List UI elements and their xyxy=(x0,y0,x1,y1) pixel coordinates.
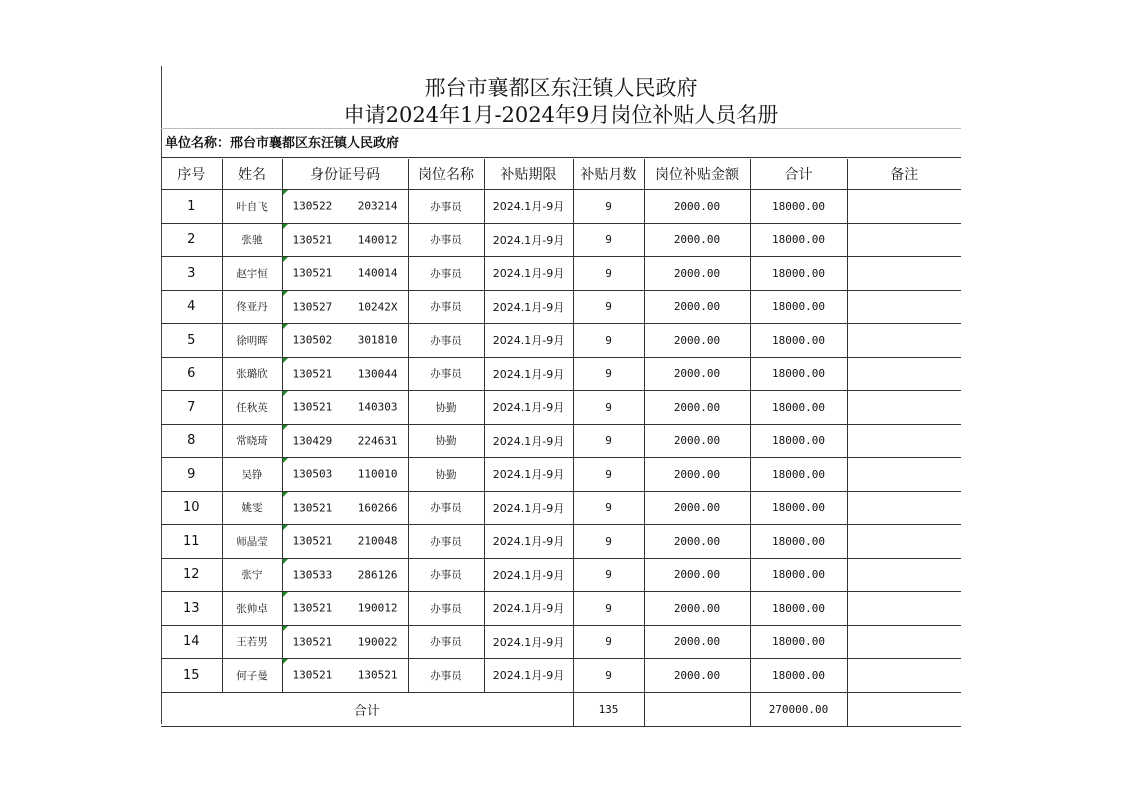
seq-cell[interactable]: 8 xyxy=(161,424,222,458)
post-cell[interactable]: 办事员 xyxy=(408,290,484,324)
name-cell[interactable]: 王若男 xyxy=(222,625,282,659)
id-number-cell[interactable] xyxy=(282,491,408,525)
period-cell[interactable]: 2024.1月-9月 xyxy=(484,592,573,626)
table-row xyxy=(161,491,961,525)
cell-marker-icon xyxy=(283,257,288,262)
note-cell[interactable] xyxy=(847,558,961,592)
months-cell[interactable]: 9 xyxy=(573,190,644,224)
id-prefix: 130503 xyxy=(292,467,333,481)
cell-marker-icon xyxy=(283,525,288,530)
period-cell[interactable]: 2024.1月-9月 xyxy=(484,458,573,492)
id-number-cell[interactable] xyxy=(282,659,408,693)
period-cell[interactable]: 2024.1月-9月 xyxy=(484,391,573,425)
table-total-row xyxy=(161,692,961,726)
note-cell[interactable] xyxy=(847,458,961,492)
id-suffix: 110010 xyxy=(357,467,398,481)
name-cell[interactable]: 姚雯 xyxy=(222,491,282,525)
row-total-cell[interactable]: 18000.00 xyxy=(750,223,847,257)
id-suffix: 160266 xyxy=(357,501,398,515)
seq-cell[interactable]: 1 xyxy=(161,190,222,224)
id-prefix: 130502 xyxy=(292,333,333,347)
row-total-cell[interactable]: 18000.00 xyxy=(750,324,847,358)
post-cell[interactable]: 协勤 xyxy=(408,458,484,492)
post-cell[interactable]: 协勤 xyxy=(408,424,484,458)
seq-cell[interactable]: 12 xyxy=(161,558,222,592)
months-cell[interactable]: 9 xyxy=(573,625,644,659)
name-cell[interactable]: 张宁 xyxy=(222,558,282,592)
name-cell[interactable]: 叶自飞 xyxy=(222,190,282,224)
row-total-cell[interactable]: 18000.00 xyxy=(750,625,847,659)
header-amount[interactable]: 岗位补贴金额 xyxy=(644,159,750,190)
name-cell[interactable]: 何子曼 xyxy=(222,659,282,693)
name-cell[interactable]: 张驰 xyxy=(222,223,282,257)
seq-cell[interactable]: 13 xyxy=(161,592,222,626)
id-suffix: 130521 xyxy=(357,668,398,682)
seq-cell[interactable]: 6 xyxy=(161,357,222,391)
note-cell[interactable] xyxy=(847,190,961,224)
table-row xyxy=(161,324,961,358)
months-cell[interactable]: 9 xyxy=(573,558,644,592)
amount-cell[interactable]: 2000.00 xyxy=(644,324,750,358)
seq-cell[interactable]: 10 xyxy=(161,491,222,525)
months-cell[interactable]: 9 xyxy=(573,458,644,492)
period-cell[interactable]: 2024.1月-9月 xyxy=(484,659,573,693)
cell-marker-icon xyxy=(283,358,288,363)
amount-cell[interactable]: 2000.00 xyxy=(644,290,750,324)
months-cell[interactable]: 9 xyxy=(573,290,644,324)
amount-cell[interactable]: 2000.00 xyxy=(644,625,750,659)
total-note-cell[interactable] xyxy=(847,692,961,726)
amount-cell[interactable]: 2000.00 xyxy=(644,257,750,291)
post-cell[interactable]: 办事员 xyxy=(408,525,484,559)
seq-cell[interactable]: 5 xyxy=(161,324,222,358)
id-number-cell[interactable] xyxy=(282,592,408,626)
id-number-cell[interactable] xyxy=(282,625,408,659)
name-cell[interactable]: 吴铮 xyxy=(222,458,282,492)
table-row xyxy=(161,592,961,626)
document-title-line1: 邢台市襄都区东汪镇人民政府 xyxy=(424,76,698,100)
name-cell[interactable]: 张帅卓 xyxy=(222,592,282,626)
id-prefix: 130521 xyxy=(292,635,333,649)
seq-cell[interactable]: 11 xyxy=(161,525,222,559)
cell-marker-icon xyxy=(283,592,288,597)
id-prefix: 130527 xyxy=(292,300,333,314)
amount-cell[interactable]: 2000.00 xyxy=(644,558,750,592)
id-prefix: 130429 xyxy=(292,434,333,448)
post-cell[interactable]: 办事员 xyxy=(408,324,484,358)
table-row xyxy=(161,290,961,324)
cell-marker-icon xyxy=(283,391,288,396)
subsidy-roster-table xyxy=(161,159,961,727)
seq-cell[interactable]: 15 xyxy=(161,659,222,693)
cell-marker-icon xyxy=(283,659,288,664)
id-number-cell[interactable] xyxy=(282,290,408,324)
table-row xyxy=(161,257,961,291)
id-prefix: 130521 xyxy=(292,534,333,548)
id-prefix: 130522 xyxy=(292,199,333,213)
id-prefix: 130533 xyxy=(292,568,333,582)
unit-name-label: 单位名称：邢台市襄都区东汪镇人民政府 xyxy=(161,128,961,158)
months-cell[interactable]: 9 xyxy=(573,525,644,559)
cell-marker-icon xyxy=(283,626,288,631)
id-suffix: 140014 xyxy=(357,266,398,280)
table-row xyxy=(161,525,961,559)
id-prefix: 130521 xyxy=(292,400,333,414)
row-total-cell[interactable]: 18000.00 xyxy=(750,391,847,425)
amount-cell[interactable]: 2000.00 xyxy=(644,357,750,391)
note-cell[interactable] xyxy=(847,324,961,358)
id-number-cell[interactable] xyxy=(282,458,408,492)
note-cell[interactable] xyxy=(847,257,961,291)
total-months-cell[interactable]: 135 xyxy=(573,692,644,726)
note-cell[interactable] xyxy=(847,357,961,391)
months-cell[interactable]: 9 xyxy=(573,257,644,291)
id-number-cell[interactable] xyxy=(282,257,408,291)
amount-cell[interactable]: 2000.00 xyxy=(644,223,750,257)
table-header-row xyxy=(161,159,961,190)
period-cell[interactable]: 2024.1月-9月 xyxy=(484,357,573,391)
row-total-cell[interactable]: 18000.00 xyxy=(750,290,847,324)
id-prefix: 130521 xyxy=(292,501,333,515)
post-cell[interactable]: 办事员 xyxy=(408,625,484,659)
header-period[interactable]: 补贴期限 xyxy=(484,159,573,190)
months-cell[interactable]: 9 xyxy=(573,391,644,425)
period-cell[interactable]: 2024.1月-9月 xyxy=(484,525,573,559)
seq-cell[interactable]: 7 xyxy=(161,391,222,425)
name-cell[interactable]: 佟亚丹 xyxy=(222,290,282,324)
seq-cell[interactable]: 14 xyxy=(161,625,222,659)
name-cell[interactable]: 任秋英 xyxy=(222,391,282,425)
id-number-cell[interactable] xyxy=(282,357,408,391)
note-cell[interactable] xyxy=(847,223,961,257)
post-cell[interactable]: 协勤 xyxy=(408,391,484,425)
table-body xyxy=(161,190,961,693)
id-prefix: 130521 xyxy=(292,668,333,682)
id-suffix: 286126 xyxy=(357,568,398,582)
seq-cell[interactable]: 2 xyxy=(161,223,222,257)
cell-marker-icon xyxy=(283,559,288,564)
seq-cell[interactable]: 9 xyxy=(161,458,222,492)
note-cell[interactable] xyxy=(847,290,961,324)
note-cell[interactable] xyxy=(847,525,961,559)
post-cell[interactable]: 办事员 xyxy=(408,223,484,257)
months-cell[interactable]: 9 xyxy=(573,357,644,391)
row-total-cell[interactable]: 18000.00 xyxy=(750,592,847,626)
table-row xyxy=(161,625,961,659)
name-cell[interactable]: 徐明晖 xyxy=(222,324,282,358)
table-row xyxy=(161,458,961,492)
id-suffix: 203214 xyxy=(357,199,398,213)
note-cell[interactable] xyxy=(847,491,961,525)
id-number-cell[interactable] xyxy=(282,324,408,358)
row-total-cell[interactable]: 18000.00 xyxy=(750,357,847,391)
id-prefix: 130521 xyxy=(292,233,333,247)
amount-cell[interactable]: 2000.00 xyxy=(644,525,750,559)
seq-cell[interactable]: 4 xyxy=(161,290,222,324)
row-total-cell[interactable]: 18000.00 xyxy=(750,491,847,525)
table-row xyxy=(161,558,961,592)
note-cell[interactable] xyxy=(847,592,961,626)
note-cell[interactable] xyxy=(847,625,961,659)
post-cell[interactable]: 办事员 xyxy=(408,190,484,224)
id-suffix: 190012 xyxy=(357,601,398,615)
cell-marker-icon xyxy=(283,492,288,497)
note-cell[interactable] xyxy=(847,391,961,425)
seq-cell[interactable]: 3 xyxy=(161,257,222,291)
table-row xyxy=(161,190,961,224)
period-cell[interactable]: 2024.1月-9月 xyxy=(484,558,573,592)
amount-cell[interactable]: 2000.00 xyxy=(644,659,750,693)
period-cell[interactable]: 2024.1月-9月 xyxy=(484,625,573,659)
id-number-cell[interactable] xyxy=(282,223,408,257)
amount-cell[interactable]: 2000.00 xyxy=(644,424,750,458)
amount-cell[interactable]: 2000.00 xyxy=(644,458,750,492)
row-total-cell[interactable]: 18000.00 xyxy=(750,190,847,224)
table-row xyxy=(161,659,961,693)
cell-marker-icon xyxy=(283,190,288,195)
post-cell[interactable]: 办事员 xyxy=(408,357,484,391)
name-cell[interactable]: 师晶莹 xyxy=(222,525,282,559)
period-cell[interactable]: 2024.1月-9月 xyxy=(484,190,573,224)
row-total-cell[interactable]: 18000.00 xyxy=(750,659,847,693)
name-cell[interactable]: 张璐欣 xyxy=(222,357,282,391)
id-suffix: 140303 xyxy=(357,400,398,414)
header-name[interactable]: 姓名 xyxy=(222,159,282,190)
post-cell[interactable]: 办事员 xyxy=(408,491,484,525)
months-cell[interactable]: 9 xyxy=(573,659,644,693)
name-cell[interactable]: 赵宇恒 xyxy=(222,257,282,291)
id-number-cell[interactable] xyxy=(282,525,408,559)
period-cell[interactable]: 2024.1月-9月 xyxy=(484,290,573,324)
months-cell[interactable]: 9 xyxy=(573,424,644,458)
id-suffix: 10242X xyxy=(357,300,398,314)
header-months[interactable]: 补贴月数 xyxy=(573,159,644,190)
header-id-number[interactable]: 身份证号码 xyxy=(282,159,408,190)
amount-cell[interactable]: 2000.00 xyxy=(644,391,750,425)
id-suffix: 210048 xyxy=(357,534,398,548)
id-prefix: 130521 xyxy=(292,601,333,615)
amount-cell[interactable]: 2000.00 xyxy=(644,190,750,224)
total-sum-cell[interactable]: 270000.00 xyxy=(750,692,847,726)
note-cell[interactable] xyxy=(847,424,961,458)
period-cell[interactable]: 2024.1月-9月 xyxy=(484,324,573,358)
row-total-cell[interactable]: 18000.00 xyxy=(750,558,847,592)
period-cell[interactable]: 2024.1月-9月 xyxy=(484,223,573,257)
id-number-cell[interactable] xyxy=(282,558,408,592)
id-number-cell[interactable] xyxy=(282,424,408,458)
period-cell[interactable]: 2024.1月-9月 xyxy=(484,424,573,458)
months-cell[interactable]: 9 xyxy=(573,592,644,626)
cell-marker-icon xyxy=(283,425,288,430)
id-prefix: 130521 xyxy=(292,266,333,280)
note-cell[interactable] xyxy=(847,659,961,693)
post-cell[interactable]: 办事员 xyxy=(408,558,484,592)
id-suffix: 301810 xyxy=(357,333,398,347)
document-title-line2: 申请2024年1月-2024年9月岗位补贴人员名册 xyxy=(343,103,779,127)
amount-cell[interactable]: 2000.00 xyxy=(644,592,750,626)
header-note[interactable]: 备注 xyxy=(847,159,961,190)
id-suffix: 140012 xyxy=(357,233,398,247)
period-cell[interactable]: 2024.1月-9月 xyxy=(484,257,573,291)
post-cell[interactable]: 办事员 xyxy=(408,592,484,626)
total-label-cell[interactable]: 合计 xyxy=(161,692,573,726)
row-total-cell[interactable]: 18000.00 xyxy=(750,458,847,492)
table-row xyxy=(161,357,961,391)
amount-cell[interactable]: 2000.00 xyxy=(644,491,750,525)
row-total-cell[interactable]: 18000.00 xyxy=(750,257,847,291)
id-suffix: 130044 xyxy=(357,367,398,381)
row-total-cell[interactable]: 18000.00 xyxy=(750,424,847,458)
table-row xyxy=(161,391,961,425)
id-suffix: 224631 xyxy=(357,434,398,448)
table-row xyxy=(161,223,961,257)
cell-marker-icon xyxy=(283,324,288,329)
cell-marker-icon xyxy=(283,458,288,463)
months-cell[interactable]: 9 xyxy=(573,223,644,257)
post-cell[interactable]: 办事员 xyxy=(408,659,484,693)
id-suffix: 190022 xyxy=(357,635,398,649)
period-cell[interactable]: 2024.1月-9月 xyxy=(484,491,573,525)
months-cell[interactable]: 9 xyxy=(573,491,644,525)
header-total[interactable]: 合计 xyxy=(750,159,847,190)
name-cell[interactable]: 常晓琦 xyxy=(222,424,282,458)
total-amount-cell[interactable] xyxy=(644,692,750,726)
id-number-cell[interactable] xyxy=(282,190,408,224)
id-number-cell[interactable] xyxy=(282,391,408,425)
header-post[interactable]: 岗位名称 xyxy=(408,159,484,190)
cell-marker-icon xyxy=(283,224,288,229)
id-prefix: 130521 xyxy=(292,367,333,381)
cell-marker-icon xyxy=(283,291,288,296)
table-row xyxy=(161,424,961,458)
header-seq[interactable]: 序号 xyxy=(161,159,222,190)
post-cell[interactable]: 办事员 xyxy=(408,257,484,291)
months-cell[interactable]: 9 xyxy=(573,324,644,358)
row-total-cell[interactable]: 18000.00 xyxy=(750,525,847,559)
